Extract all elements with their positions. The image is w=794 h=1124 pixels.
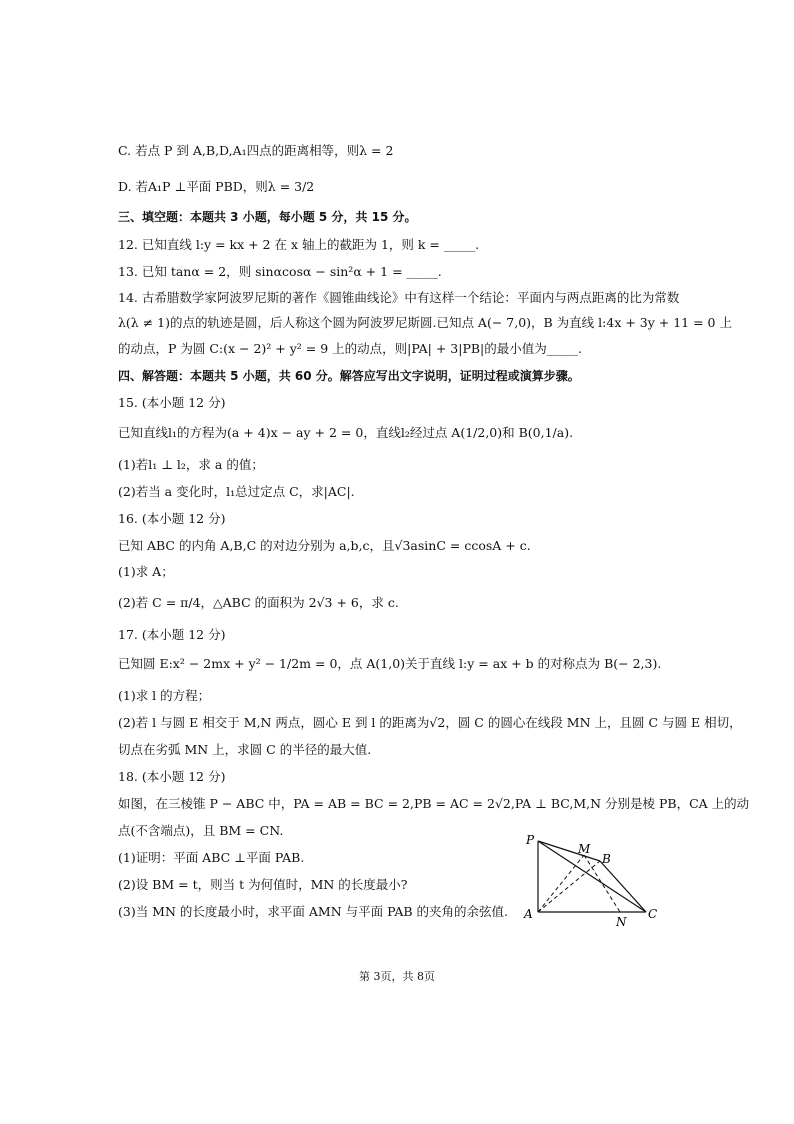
question-18-part-1: (1)证明：平面 ABC ⊥平面 PAB. [118, 850, 305, 865]
label-b: B [602, 852, 611, 866]
tetrahedron-figure [508, 826, 658, 932]
question-14-line-2: λ(λ ≠ 1)的点的轨迹是圆，后人称这个圆为阿波罗尼斯圆.已知点 A(− 7,0)，B 为直线 l:4x + 3y + 11 = 0 上 [118, 315, 732, 330]
section-answer-heading: 四、解答题：本题共 5 小题，共 60 分。解答应写出文字说明，证明过程或演算步骤。 [118, 369, 580, 383]
question-15-part-1: (1)若l₁ ⊥ l₂，求 a 的值； [118, 457, 264, 472]
edge-pb [538, 841, 600, 861]
question-16-stem: 已知 ABC 的内角 A,B,C 的对边分别为 a,b,c，且√3asinC = ccosA + c. [118, 538, 531, 553]
question-18-part-2: (2)设 BM = t，则当 t 为何值时，MN 的长度最小? [118, 877, 408, 892]
question-16-header: 16. (本小题 12 分) [118, 511, 226, 526]
question-15-part-2: (2)若当 a 变化时，l₁总过定点 C，求|AC|. [118, 484, 355, 499]
label-a: A [524, 907, 533, 921]
label-m: M [578, 842, 591, 856]
question-17-part-2-line-2: 切点在劣弧 MN 上，求圆 C 的半径的最大值. [118, 742, 372, 757]
option-d: D. 若A₁P ⊥平面 PBD，则λ = 3/2 [118, 179, 315, 194]
question-17-part-2-line-1: (2)若 l 与圆 E 相交于 M,N 两点，圆心 E 到 l 的距离为√2，圆 C 的圆心在线段 MN 上，且圆 C 与圆 E 相切， [118, 715, 742, 730]
question-15-header: 15. (本小题 12 分) [118, 395, 226, 410]
question-14-line-1: 14. 古希腊数学家阿波罗尼斯的著作《圆锥曲线论》中有这样一个结论：平面内与两点距离的比为常数 [118, 290, 680, 305]
question-12: 12. 已知直线 l:y = kx + 2 在 x 轴上的截距为 1，则 k = _____. [118, 237, 480, 252]
segment-am [538, 855, 584, 912]
label-c: C [648, 907, 658, 921]
question-18-stem-line-2: 点(不含端点)，且 BM = CN. [118, 823, 284, 838]
question-16-part-1: (1)求 A； [118, 564, 174, 579]
question-14-line-3: 的动点，P 为圆 C:(x − 2)² + y² = 9 上的动点，则|PA| + 3|PB|的最小值为_____. [118, 341, 582, 356]
question-16-part-2: (2)若 C = π/4，△ABC 的面积为 2√3 + 6，求 c. [118, 595, 399, 610]
question-13: 13. 已知 tanα = 2，则 sinαcosα − sin²α + 1 = _____. [118, 264, 442, 279]
edge-ab-hidden [538, 861, 600, 912]
section-fill-blank-heading: 三、填空题：本题共 3 小题，每小题 5 分，共 15 分。 [118, 210, 417, 224]
question-18-stem-line-1: 如图，在三棱锥 P − ABC 中，PA = AB = BC = 2,PB = AC = 2√2,PA ⊥ BC,M,N 分别是棱 PB，CA 上的动 [118, 796, 750, 811]
question-18-part-3: (3)当 MN 的长度最小时，求平面 AMN 与平面 PAB 的夹角的余弦值. [118, 904, 508, 919]
question-15-stem: 已知直线l₁的方程为(a + 4)x − ay + 2 = 0，直线l₂经过点 A(1/2,0)和 B(0,1/a). [118, 425, 574, 440]
label-p: P [526, 833, 535, 847]
question-18-header: 18. (本小题 12 分) [118, 769, 226, 784]
page-footer: 第 3页，共 8页 [359, 970, 435, 983]
question-17-part-1: (1)求 l 的方程； [118, 688, 211, 703]
option-c: C. 若点 P 到 A,B,D,A₁四点的距离相等，则λ = 2 [118, 143, 394, 158]
label-n: N [616, 915, 627, 929]
question-17-stem: 已知圆 E:x² − 2mx + y² − 1/2m = 0，点 A(1,0)关于直线 l:y = ax + b 的对称点为 B(− 2,3). [118, 656, 662, 671]
question-17-header: 17. (本小题 12 分) [118, 627, 226, 642]
edge-pc [538, 841, 646, 912]
